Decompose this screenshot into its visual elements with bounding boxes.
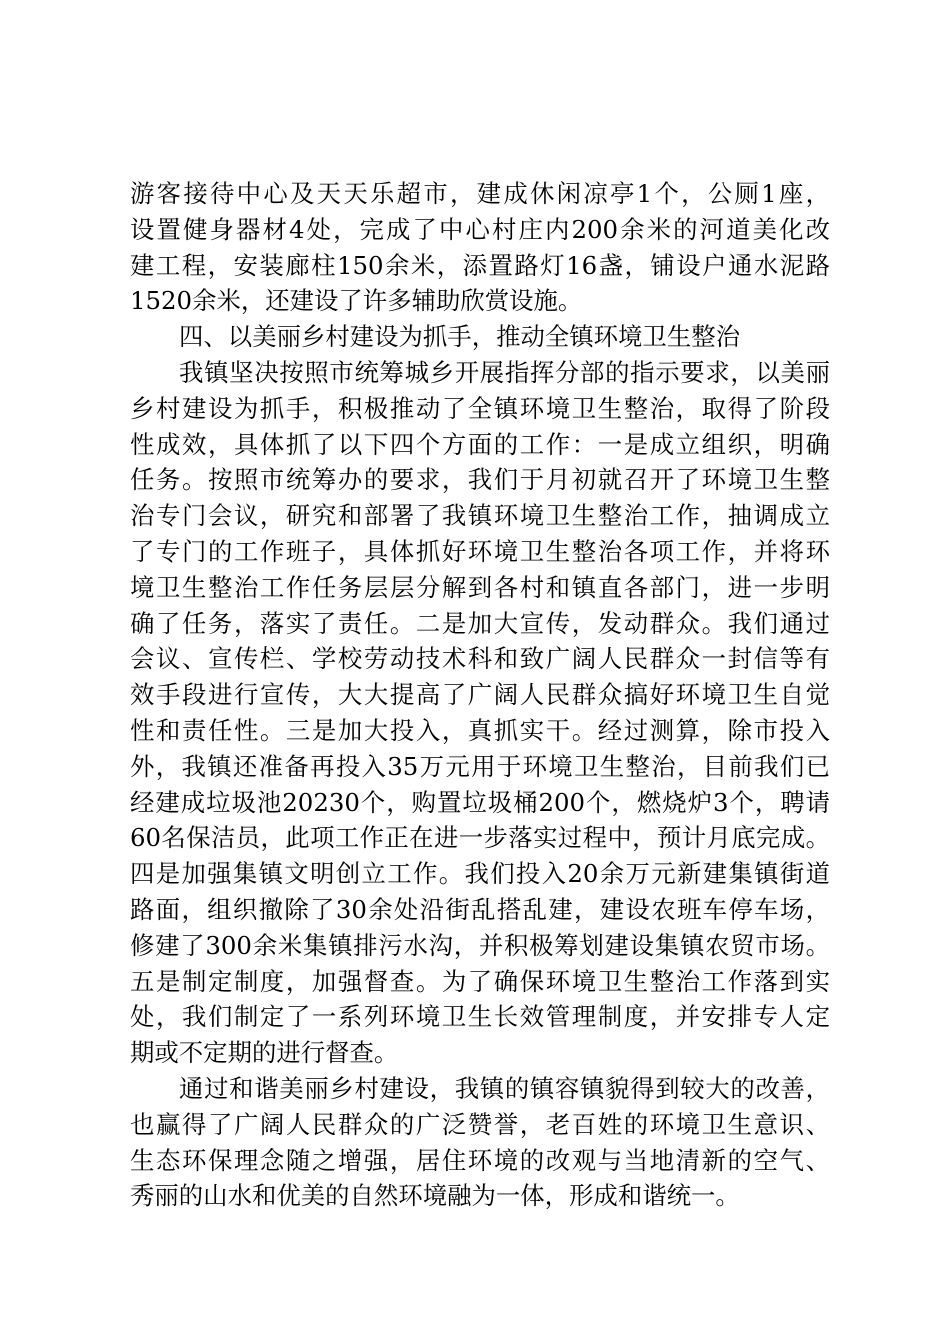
text-line: 修建了300余米集镇排污水沟，并积极筹划建设集镇农贸市场。 — [130, 930, 830, 960]
text-line: 生态环保理念随之增强，居住环境的改观与当地清新的空气、 — [130, 1145, 830, 1175]
text-line: 游客接待中心及天天乐超市，建成休闲凉亭1个，公厕1座， — [130, 179, 830, 208]
text-line: 期或不定期的进行督查。 — [130, 1038, 399, 1068]
text-line: 通过和谐美丽乡村建设，我镇的镇容镇貌得到较大的改善， — [179, 1073, 830, 1103]
text-line: 了专门的工作班子，具体抓好环境卫生整治各项工作，并将环 — [130, 536, 830, 566]
text-line: 五是制定制度，加强督查。为了确保环境卫生整治工作落到实 — [130, 966, 830, 996]
text-line: 处，我们制定了一系列环境卫生长效管理制度，并安排专人定 — [130, 1002, 830, 1032]
text-line: 我镇坚决按照市统筹城乡开展指挥分部的指示要求，以美丽 — [179, 357, 830, 387]
text-line: 任务。按照市统筹办的要求，我们于月初就召开了环境卫生整 — [130, 465, 830, 495]
text-line: 经建成垃圾池20230个，购置垃圾桶200个，燃烧炉3个，聘请 — [130, 787, 830, 817]
text-line: 设置健身器材4处，完成了中心村庄内200余米的河道美化改 — [130, 214, 830, 244]
text-line: 也赢得了广阔人民群众的广泛赞誉，老百姓的环境卫生意识、 — [130, 1109, 830, 1139]
text-line: 四、以美丽乡村建设为抓手，推动全镇环境卫生整治 — [179, 322, 740, 352]
text-line: 四是加强集镇文明创立工作。我们投入20余万元新建集镇街道 — [130, 859, 830, 889]
text-line: 建工程，安装廊柱150余米，添置路灯16盏，铺设户通水泥路 — [130, 250, 830, 280]
text-line: 治专门会议，研究和部署了我镇环境卫生整治工作，抽调成立 — [130, 501, 830, 531]
text-line: 境卫生整治工作任务层层分解到各村和镇直各部门，进一步明 — [130, 572, 830, 602]
text-line: 性和责任性。三是加大投入，真抓实干。经过测算，除市投入 — [130, 715, 830, 745]
text-line: 乡村建设为抓手，积极推动了全镇环境卫生整治，取得了阶段 — [130, 393, 830, 423]
text-line: 60名保洁员，此项工作正在进一步落实过程中，预计月底完成。 — [130, 823, 830, 853]
text-line: 路面，组织撤除了30余处沿街乱搭乱建，建设农班车停车场， — [130, 894, 830, 924]
body-text — [130, 176, 830, 1214]
text-line: 秀丽的山水和优美的自然环境融为一体，形成和谐统一。 — [130, 1181, 740, 1211]
text-line: 确了任务，落实了责任。二是加大宣传，发动群众。我们通过 — [130, 608, 830, 638]
text-line: 性成效，具体抓了以下四个方面的工作：一是成立组织，明确 — [130, 429, 830, 459]
text-line: 会议、宣传栏、学校劳动技术科和致广阔人民群众一封信等有 — [130, 644, 830, 674]
text-line: 效手段进行宣传，大大提高了广阔人民群众搞好环境卫生自觉 — [130, 680, 830, 710]
text-line: 外，我镇还准备再投入35万元用于环境卫生整治，目前我们已 — [130, 751, 830, 781]
text-line: 1520余米，还建设了许多辅助欣赏设施。 — [130, 286, 583, 316]
